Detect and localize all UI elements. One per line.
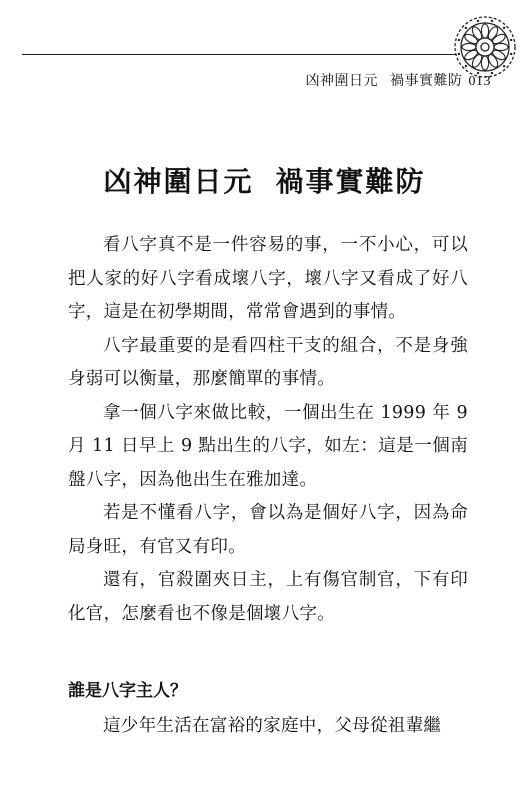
article-body — [68, 229, 468, 631]
paragraph-1: 看八字真不是一件容易的事，一不小心，可以把人家的好八字看成壞八字，壞八字又看成了好八字，這是在初學期間，常常會遇到的事情。 — [68, 235, 468, 322]
paragraph-2: 八字最重要的是看四柱干支的組合，不是身強身弱可以衡量，那麼簡單的事情。 — [68, 335, 468, 389]
paragraph-5: 還有，官殺圍夾日主，上有傷官制官，下有印化官，怎麼看也不像是個壞八字。 — [68, 570, 468, 624]
trailing-body — [68, 710, 468, 744]
paragraph-4: 若是不懂看八字，會以為是個好八字，因為命局身旺，有官又有印。 — [68, 503, 468, 557]
header-rule — [22, 54, 456, 55]
page-number: 013 — [468, 74, 491, 89]
article-title — [0, 160, 529, 200]
section-subheading: 誰是八字主人？ — [68, 681, 187, 701]
running-head — [306, 70, 492, 90]
article-title-part-1: 凶神圍日元 — [103, 165, 254, 198]
paragraph-3: 拿一個八字來做比較，一個出生在 1999 年 9 月 11 日早上 9 點出生的八字，如左：這是一個南盤八字，因為他出生在雅加達。 — [68, 402, 468, 490]
article-title-part-2: 禍事實難防 — [275, 165, 426, 198]
running-title-part-1: 凶神圍日元 — [305, 73, 378, 89]
trailing-paragraph: 這少年生活在富裕的家庭中，父母從祖輩繼 — [103, 716, 442, 736]
running-title-part-2: 禍事實難防 — [390, 73, 463, 89]
